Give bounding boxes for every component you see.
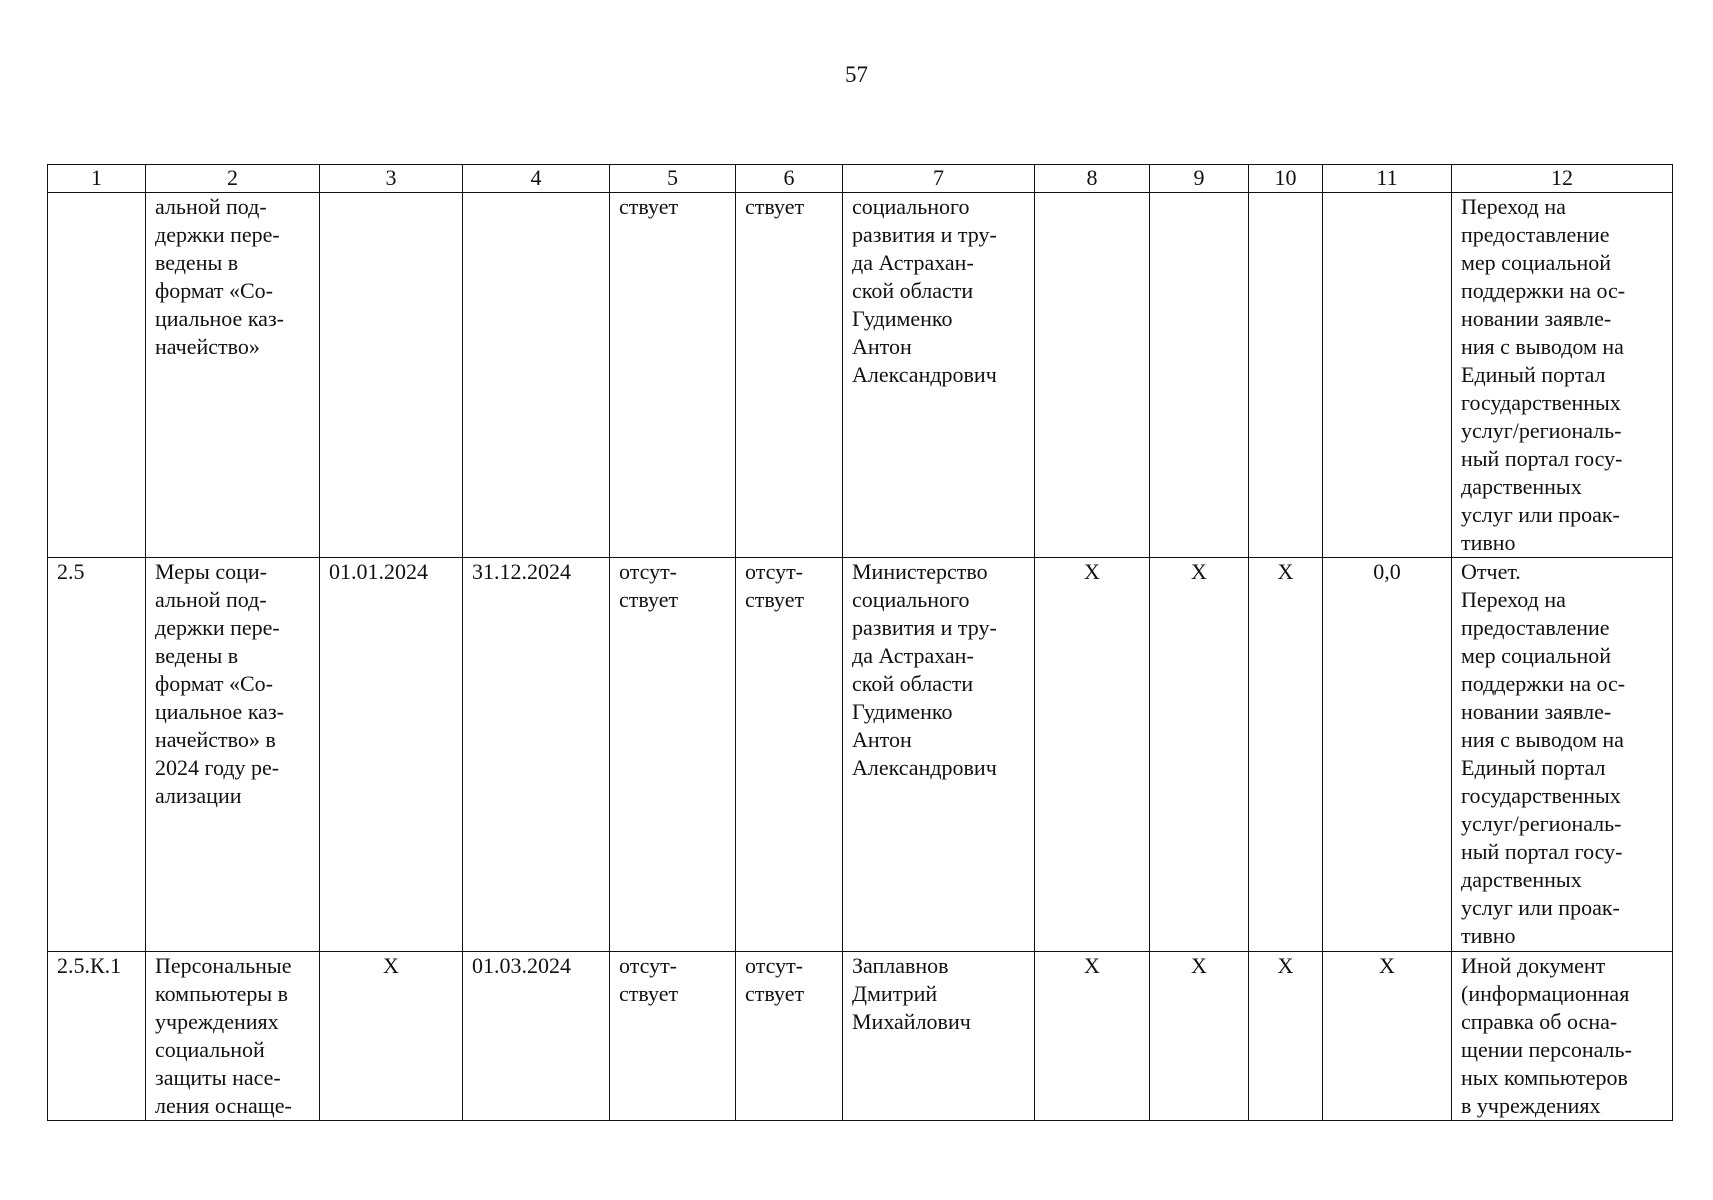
cell-start-date: [320, 193, 463, 558]
cell-col11: 0,0: [1323, 558, 1452, 952]
cell-col5: отсут- ствует: [610, 952, 736, 1121]
cell-col10: [1249, 193, 1323, 558]
measures-table: [47, 164, 1673, 1121]
cell-col11: [1323, 193, 1452, 558]
cell-col9: [1150, 193, 1249, 558]
cell-col10: Х: [1249, 558, 1323, 952]
page-number: 57: [845, 62, 868, 87]
header-cell-1: 1: [48, 165, 146, 193]
cell-name: Меры соци- альной под- держки пере- ведены в формат «Со- циальное каз- начейство» в 2024 году ре- ализации: [146, 558, 320, 952]
cell-responsible: Заплавнов Дмитрий Михайлович: [843, 952, 1035, 1121]
cell-result: Переход на предоставление мер социальной поддержки на ос- новании заявле- ния с выводом на Единый портал государственных услуг/региональ- ный портал госу- дарственных услуг или проак- тивно: [1452, 193, 1673, 558]
cell-col9: Х: [1150, 558, 1249, 952]
cell-col8: Х: [1035, 558, 1150, 952]
cell-col8: Х: [1035, 952, 1150, 1121]
header-row: [48, 165, 1673, 193]
cell-col10: Х: [1249, 952, 1323, 1121]
header-cell-11: 11: [1323, 165, 1452, 193]
cell-result: Отчет. Переход на предоставление мер социальной поддержки на ос- новании заявле- ния с выводом на Единый портал государственных услуг/региональ- ный портал госу- дарственных услуг или проак- тивно: [1452, 558, 1673, 952]
cell-col8: [1035, 193, 1150, 558]
cell-end-date: 01.03.2024: [463, 952, 610, 1121]
cell-responsible: Министерство социального развития и тру- да Астрахан- ской области Гудименко Антон Александрович: [843, 558, 1035, 952]
header-cell-3: 3: [320, 165, 463, 193]
cell-number: 2.5.К.1: [48, 952, 146, 1121]
table-row: [48, 558, 1673, 952]
header-cell-12: 12: [1452, 165, 1673, 193]
cell-start-date: Х: [320, 952, 463, 1121]
header-cell-4: 4: [463, 165, 610, 193]
cell-col11: Х: [1323, 952, 1452, 1121]
cell-start-date: 01.01.2024: [320, 558, 463, 952]
cell-name: Персональные компьютеры в учреждениях социальной защиты насе- ления оснаще-: [146, 952, 320, 1121]
cell-col5: отсут- ствует: [610, 558, 736, 952]
cell-col6: ствует: [736, 193, 843, 558]
cell-number: 2.5: [48, 558, 146, 952]
cell-end-date: [463, 193, 610, 558]
cell-col6: отсут- ствует: [736, 558, 843, 952]
cell-result: Иной документ (информационная справка об осна- щении персональ- ных компьютеров в учреждениях: [1452, 952, 1673, 1121]
cell-responsible: социального развития и тру- да Астрахан- ской области Гудименко Антон Александрович: [843, 193, 1035, 558]
cell-number: [48, 193, 146, 558]
cell-col9: Х: [1150, 952, 1249, 1121]
header-cell-6: 6: [736, 165, 843, 193]
header-cell-2: 2: [146, 165, 320, 193]
cell-col5: ствует: [610, 193, 736, 558]
header-cell-7: 7: [843, 165, 1035, 193]
header-cell-9: 9: [1150, 165, 1249, 193]
header-cell-8: 8: [1035, 165, 1150, 193]
table-row: [48, 952, 1673, 1121]
header-cell-10: 10: [1249, 165, 1323, 193]
header-cell-5: 5: [610, 165, 736, 193]
cell-end-date: 31.12.2024: [463, 558, 610, 952]
table-row: [48, 193, 1673, 558]
cell-col6: отсут- ствует: [736, 952, 843, 1121]
cell-name: альной под- держки пере- ведены в формат «Со- циальное каз- начейство»: [146, 193, 320, 558]
